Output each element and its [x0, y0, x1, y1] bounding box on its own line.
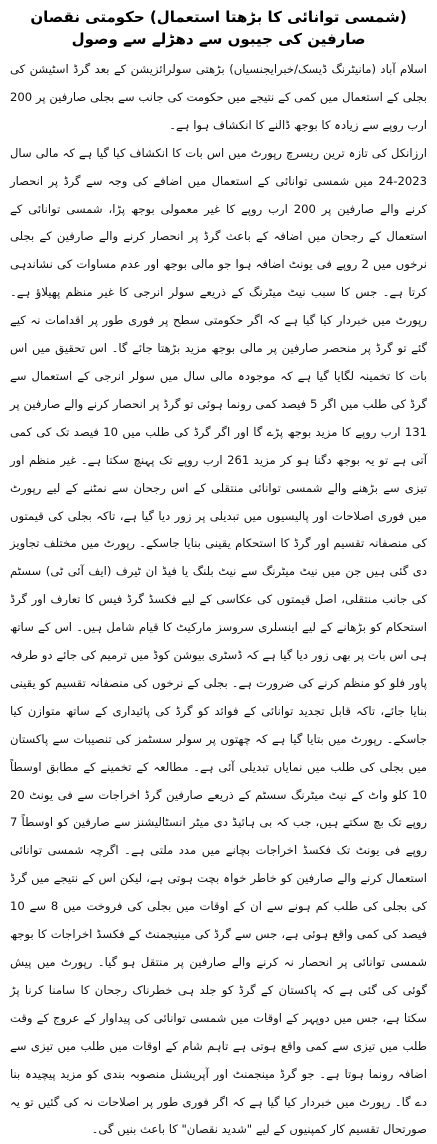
article-paragraph: اسلام آباد (مانیٹرنگ ڈیسک/خبرایجنسیاں) بڑھتی سولرائزیشن کے بعد گرڈ اسٹیشن کی بجلی کے استعمال میں کمی کے نتیجے میں حکومت کی جانب سے بجلی صارفین پر 200 ارب روپے سے زیادہ کا بوجھ ڈالنے کا انکشاف ہوا ہے۔: [10, 62, 427, 132]
article-body: [10, 56, 427, 1144]
article-paragraph: ارزانکل کی تازہ ترین ریسرچ رپورٹ میں اس بات کا انکشاف کیا گیا ہے کہ مالی سال 2023-24 میں شمسی توانائی کے استعمال میں اضافے کی وجہ سے گرڈ پر انحصار کرنے والے صارفین پر 200 ارب روپے کا غیر معمولی بوجھ پڑا، شمسی توانائی کے استعمال کے رجحان میں اضافہ کے باعث گرڈ پر انحصار کرنے والے صارفین کے بجلی نرخوں میں 2 روپے فی یونٹ اضافہ ہوا جو مالی بوجھ اور عدم مساوات کی نشاندہی کرتا ہے۔ جس کا سبب نیٹ میٹرنگ کے ذریعے سولر انرجی کا غیر منظم پھیلاؤ ہے۔ رپورٹ میں خبردار کیا گیا ہے کہ اگر حکومتی سطح پر فوری طور پر اقدامات نہ کیے گئے تو گرڈ پر منحصر صارفین پر مالی بوجھ مزید بڑھتا جائے گا۔ اس تحقیق میں اس بات کا تخمینہ لگایا گیا ہے کہ موجودہ مالی سال میں سولر انرجی کے استعمال سے گرڈ کی طلب میں اگر 5 فیصد کمی رونما ہوئی تو گرڈ پر انحصار کرنے والے صارفین پر 131 ارب روپے کا مزید بوجھ پڑے گا اور اگر گرڈ کی طلب میں 10 فیصد تک کی کمی آتی ہے تو یہ بوجھ دگنا ہو کر مزید 261 ارب روپے تک پہنچ سکتا ہے۔ غیر منظم اور تیزی سے بڑھنے والے شمسی توانائی منتقلی کے اس رجحان سے نمٹنے کے لیے رپورٹ میں فوری اصلاحات اور پالیسیوں میں تبدیلی پر زور دیا گیا ہے، تاکہ بجلی کی قیمتوں کی منصفانہ تقسیم اور گرڈ کا استحکام یقینی بنایا جاسکے۔ رپورٹ میں مختلف تجاویز دی گئی ہیں جن میں نیٹ میٹرنگ سے نیٹ بلنگ یا فیڈ ان ٹیرف (ایف آئی ٹی) سسٹم کی جانب منتقلی، اصل قیمتوں کی عکاسی کے لیے فکسڈ گرڈ فیس کا تعارف اور گرڈ استحکام کو بڑھانے کے لیے اینسلری سروسز مارکیٹ کا قیام شامل ہیں۔ اس کے ساتھ ہی اس بات پر بھی زور دیا گیا ہے کہ ڈسٹری بیوشن کوڈ میں ترمیم کی جائے دو طرفہ پاور فلو کو منظم کرنے کی ضرورت ہے۔ بجلی کے نرخوں کی منصفانہ تقسیم کو یقینی بنایا جائے، تاکہ قابل تجدید توانائی کے فوائد کو گرڈ کی پائیداری کے ساتھ متوازن کیا جاسکے۔ رپورٹ میں بتایا گیا ہے کہ چھتوں پر سولر سسٹمز کی تنصیبات سے پاکستان میں بجلی کی طلب میں نمایاں تبدیلی آئی ہے۔ مطالعہ کے تخمینے کے مطابق اوسطاً 10 کلو واٹ کے نیٹ میٹرنگ سسٹم کے ذریعے صارفین گرڈ اخراجات سے فی یونٹ 20 روپے تک بچ سکتے ہیں، جب کہ بی ہائیڈ دی میٹر انسٹالیشنز سے صارفین کو اوسطاً 7 روپے فی یونٹ تک فکسڈ اخراجات بچانے میں مدد ملتی ہے۔ اگرچہ شمسی توانائی استعمال کرنے والے صارفین کو خاطر خواہ بچت ہوتی ہے، لیکن اس کے نتیجے میں گرڈ کی بجلی کی طلب کم ہونے سے ان کے اوقات میں بجلی کی فروخت میں 8 سے 10 فیصد کی کمی واقع ہوئی ہے، جس سے گرڈ کی مینیجمنٹ کے فکسڈ اخراجات کا بوجھ شمسی توانائی پر انحصار نہ کرنے والے صارفین پر منتقل ہو گیا۔ رپورٹ میں پیش گوئی کی گئی ہے کہ پاکستان کے گرڈ کو جلد ہی خطرناک رجحان کا سامنا کرنا پڑ سکتا ہے، جس میں دوپہر کے اوقات میں شمسی توانائی کی پیداوار کے عروج کے وقت طلب میں تیزی سے کمی واقع ہوتی ہے تاہم شام کے اوقات میں طلب میں تیزی سے اضافہ رونما ہوتا ہے۔ جو گرڈ مینجمنٹ اور آپریشنل منصوبہ بندی کو مزید پیچیدہ بنا دے گا۔ رپورٹ میں خبردار کیا گیا ہے کہ اگر فوری طور پر اصلاحات نہ کی گئیں تو یہ صورتحال تقسیم کار کمپنیوں کے لیے "شدید نقصان" کا باعث بنیں گی۔: [10, 145, 428, 1137]
article-headline: (شمسی توانائی کا بڑھتا استعمال) حکومتی نقصان صارفین کی جیبوں سے دھڑلے سے وصول: [30, 8, 407, 48]
